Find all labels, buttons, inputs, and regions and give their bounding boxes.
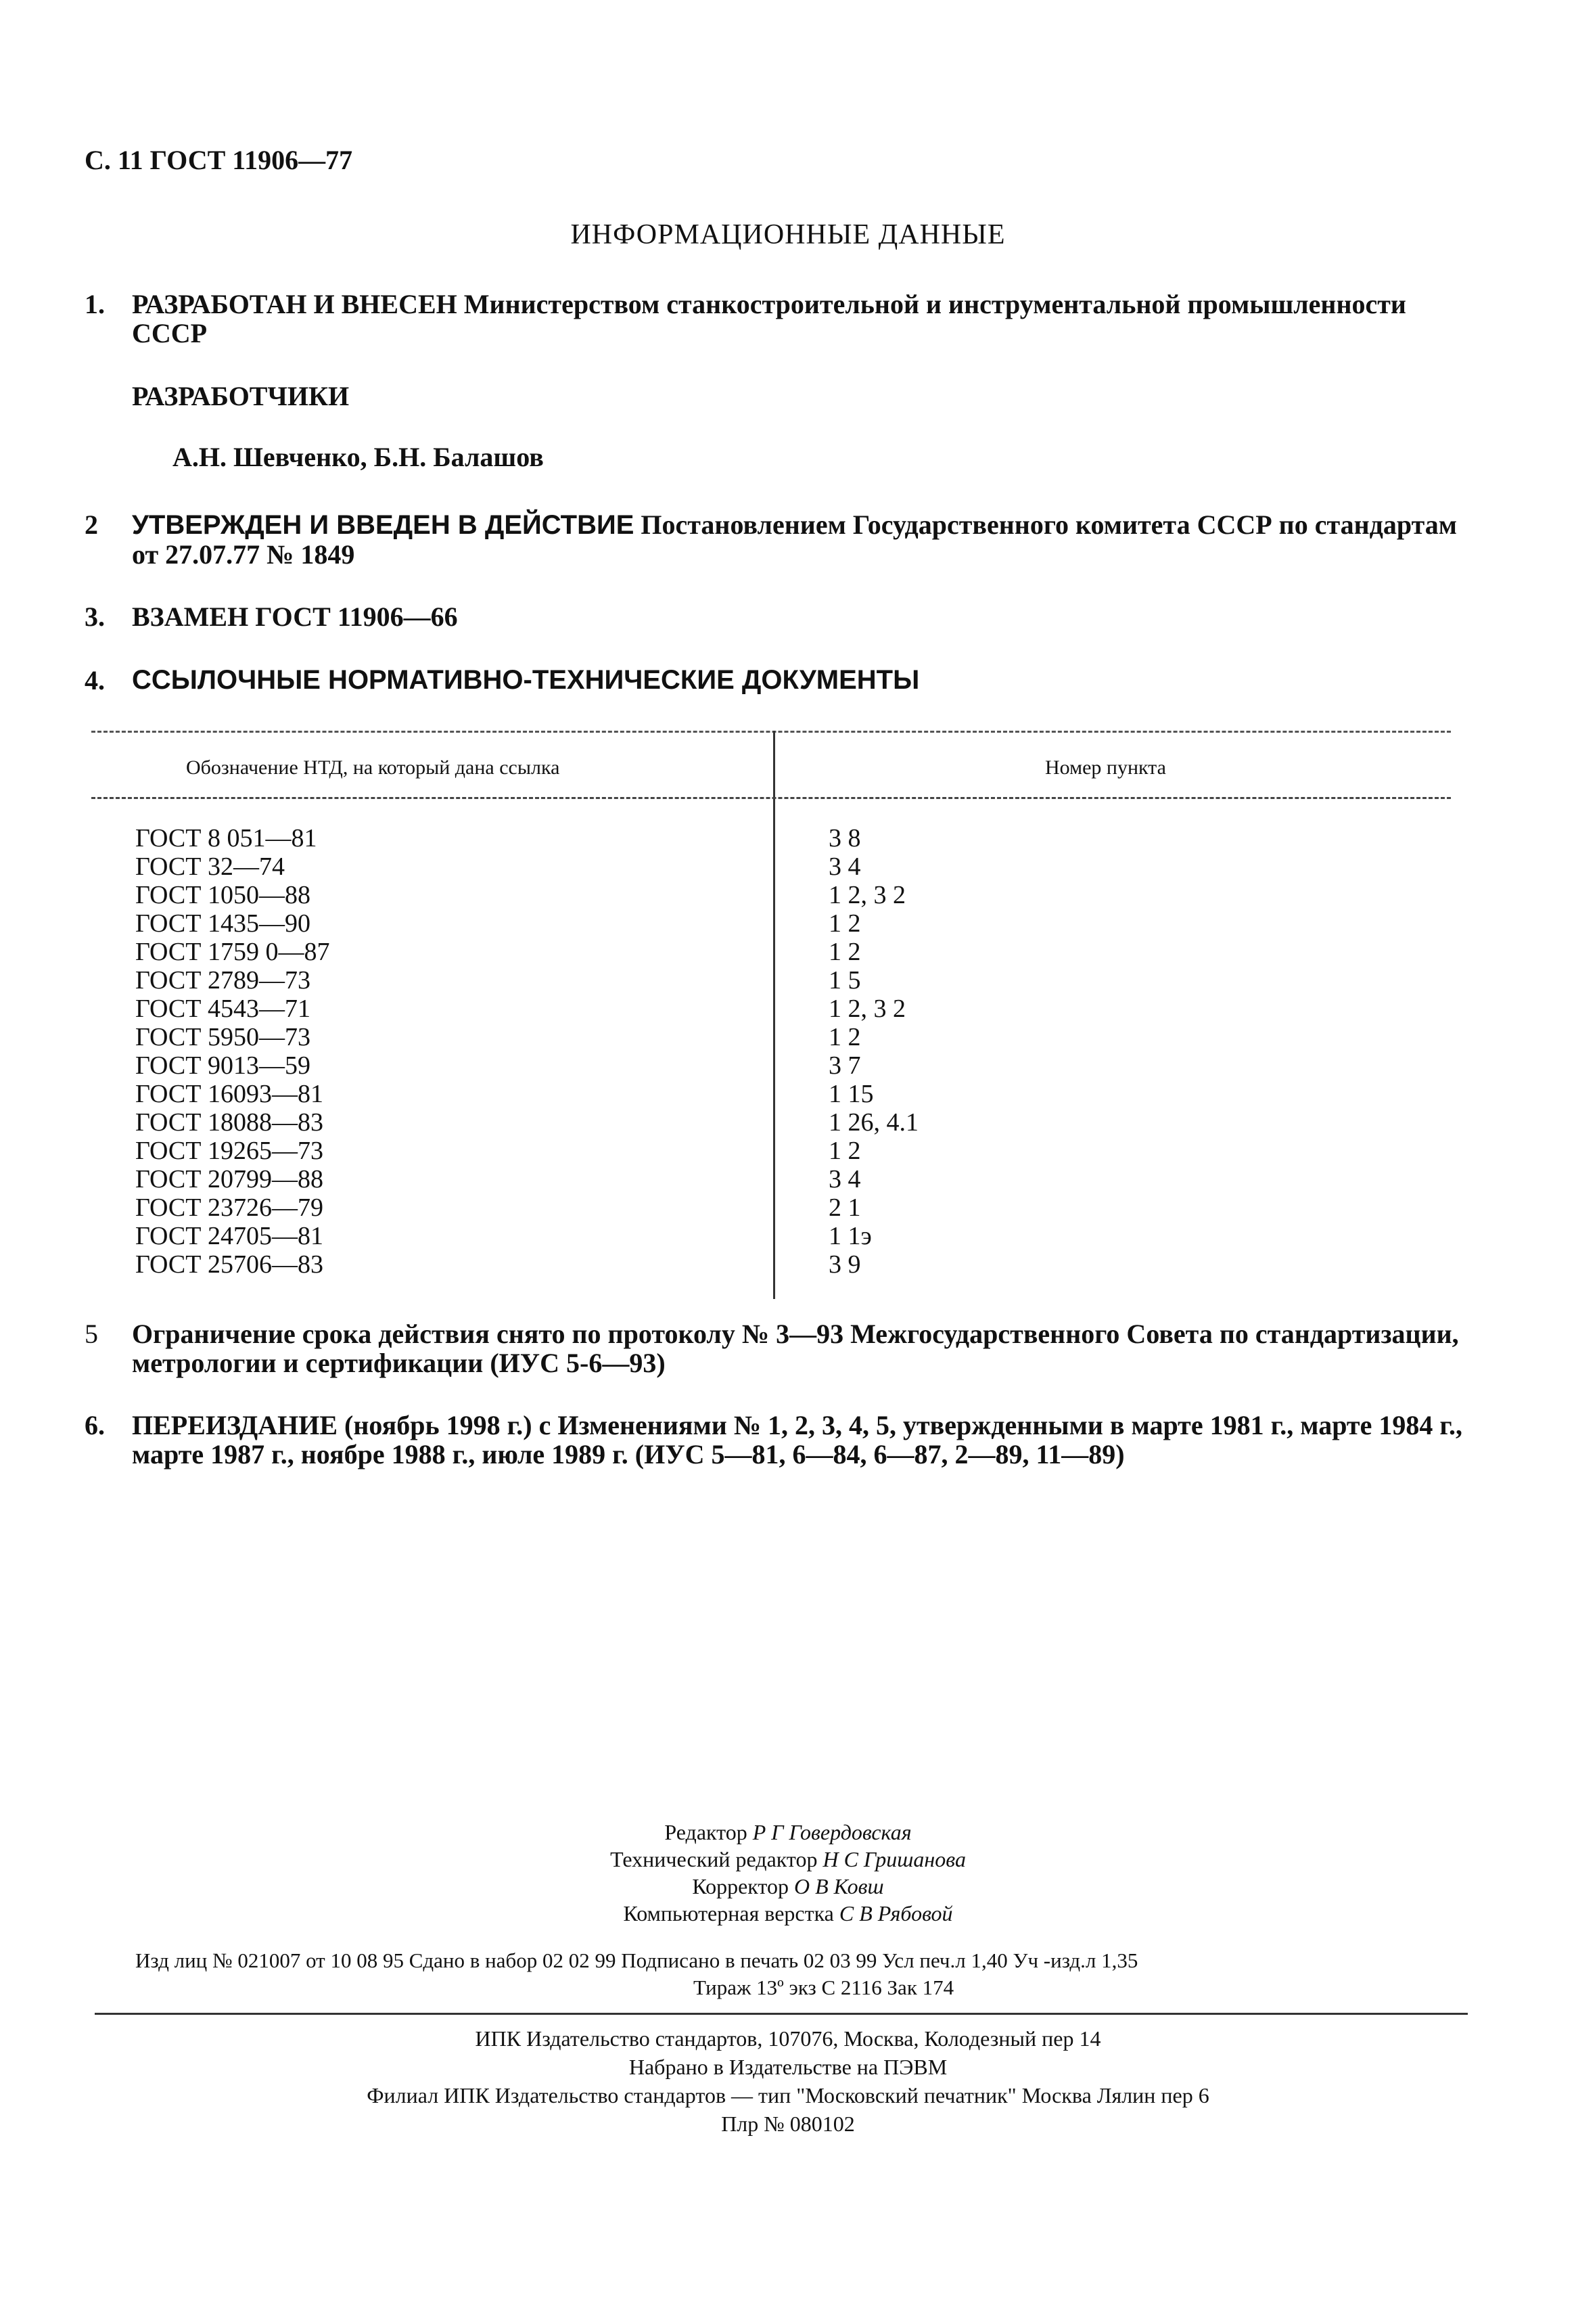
publisher-line-3: Филиал ИПК Издательство стандартов — тип "Московский печатник" Москва Лялин пер 6	[367, 2083, 1209, 2107]
section-2-number: 2	[85, 509, 98, 540]
table-row	[135, 1137, 1015, 1165]
table-row	[135, 824, 1015, 852]
section-3-text: ВЗАМЕН ГОСТ 11906—66	[132, 601, 458, 632]
credit-layout-label: Компьютерная верстка	[623, 1901, 834, 1926]
credit-tech-label: Технический редактор	[610, 1847, 818, 1871]
table-cell-clause: 3 4	[829, 852, 861, 881]
section-2-text: Постановлением Государственного комитета СССР по стандартам от 27.07.77 № 1849	[132, 509, 1457, 570]
imprint-line-2: Тираж 13º экз С 2116 Зак 174	[693, 1976, 954, 1999]
table-row	[135, 881, 1015, 909]
publisher-line-1: ИПК Издательство стандартов, 107076, Москва, Колодезный пер 14	[475, 2026, 1101, 2051]
section-5-number: 5	[85, 1319, 98, 1349]
publisher-block	[0, 2024, 1576, 2138]
table-cell-designation: ГОСТ 5950—73	[135, 1023, 310, 1051]
table-cell-designation: ГОСТ 8 051—81	[135, 824, 317, 852]
table-top-rule	[91, 731, 1451, 733]
publisher-line-4: Плр № 080102	[721, 2112, 855, 2136]
table-row	[135, 966, 1015, 995]
table-row	[135, 1023, 1015, 1051]
section-4-text: ССЫЛОЧНЫЕ НОРМАТИВНО-ТЕХНИЧЕСКИЕ ДОКУМЕНТЫ	[132, 665, 920, 695]
table-header-designation: Обозначение НТД, на который дана ссылка	[186, 756, 560, 779]
table-cell-clause: 1 1э	[829, 1222, 872, 1250]
section-1-text: Министерством станкостроительной и инструментальной промышленности СССР	[132, 289, 1406, 349]
credit-editor-name: Р Г Говердовская	[752, 1820, 912, 1844]
table-cell-clause: 1 15	[829, 1080, 874, 1108]
credit-tech-editor	[0, 1846, 1576, 1873]
table-cell-designation: ГОСТ 25706—83	[135, 1250, 323, 1279]
page-header: С. 11 ГОСТ 11906—77	[85, 145, 353, 175]
table-cell-designation: ГОСТ 1435—90	[135, 909, 310, 938]
table-header-clause: Номер пункта	[1045, 756, 1166, 779]
section-6-number: 6.	[85, 1410, 105, 1440]
section-4	[85, 666, 1471, 695]
section-1-number: 1.	[85, 289, 105, 319]
table-cell-clause: 2 1	[829, 1193, 861, 1222]
section-3	[85, 602, 1471, 631]
credit-editor	[0, 1819, 1576, 1846]
table-cell-clause: 1 2, 3 2	[829, 881, 906, 909]
table-header-rule	[91, 797, 1451, 799]
table-row	[135, 995, 1015, 1023]
table-cell-designation: ГОСТ 19265—73	[135, 1137, 323, 1165]
imprint-line-1: Изд лиц № 021007 от 10 08 95 Сдано в набор 02 02 99 Подписано в печать 02 03 99 Усл печ.л 1,40 Уч -изд.л 1,35	[135, 1949, 1138, 1972]
table-row	[135, 938, 1015, 966]
table-row	[135, 1165, 1015, 1193]
section-5-text: Ограничение срока действия снято по протоколу № 3—93 Межгосударственного Совета по стандартизации, метрологии и сертификации (ИУС 5-6—93)	[132, 1319, 1459, 1379]
section-6-text: ПЕРЕИЗДАНИЕ (ноябрь 1998 г.) с Изменениями № 1, 2, 3, 4, 5, утвержденными в марте 1981 г., марте 1984 г., марте 1987 г., ноябре 1988 г., июле 1989 г. (ИУС 5—81, 6—84, 6—87, 2—89, 11—89)	[132, 1410, 1462, 1470]
table-cell-designation: ГОСТ 20799—88	[135, 1165, 323, 1193]
developers-names: А.Н. Шевченко, Б.Н. Балашов	[172, 442, 544, 472]
table-row	[135, 909, 1015, 938]
table-row	[135, 1080, 1015, 1108]
table-cell-clause: 3 9	[829, 1250, 861, 1279]
table-row	[135, 1051, 1015, 1080]
page-title: ИНФОРМАЦИОННЫЕ ДАННЫЕ	[570, 219, 1006, 250]
table-cell-designation: ГОСТ 4543—71	[135, 995, 310, 1023]
section-2	[85, 510, 1471, 569]
table-cell-clause: 1 2	[829, 1023, 861, 1051]
table-cell-clause: 3 4	[829, 1165, 861, 1193]
table-cell-clause: 1 2	[829, 909, 861, 938]
section-6	[85, 1411, 1471, 1469]
table-cell-clause: 1 2, 3 2	[829, 995, 906, 1023]
credit-layout	[0, 1900, 1576, 1927]
imprint-rule	[95, 2013, 1468, 2015]
credit-corrector	[0, 1873, 1576, 1900]
table-cell-designation: ГОСТ 2789—73	[135, 966, 310, 995]
table-cell-designation: ГОСТ 23726—79	[135, 1193, 323, 1222]
credit-corrector-label: Корректор	[692, 1874, 789, 1898]
section-3-number: 3.	[85, 601, 105, 632]
credit-layout-name: С В Рябовой	[839, 1901, 953, 1926]
table-cell-clause: 1 2	[829, 1137, 861, 1165]
table-cell-designation: ГОСТ 32—74	[135, 852, 285, 881]
section-4-number: 4.	[85, 665, 105, 696]
table-row	[135, 1250, 1015, 1279]
table-row	[135, 1108, 1015, 1137]
reference-table	[135, 824, 1015, 1279]
table-cell-clause: 3 7	[829, 1051, 861, 1080]
table-row	[135, 852, 1015, 881]
developers-heading: РАЗРАБОТЧИКИ	[132, 381, 350, 411]
credit-editor-label: Редактор	[664, 1820, 747, 1844]
table-cell-designation: ГОСТ 9013—59	[135, 1051, 310, 1080]
table-cell-designation: ГОСТ 1050—88	[135, 881, 310, 909]
publisher-line-2: Набрано в Издательстве на ПЭВМ	[628, 2055, 948, 2079]
table-cell-designation: ГОСТ 18088—83	[135, 1108, 323, 1137]
credit-corrector-name: О В Ковш	[793, 1874, 884, 1898]
table-row	[135, 1222, 1015, 1250]
section-1	[85, 290, 1471, 348]
imprint	[135, 1947, 1454, 2001]
table-cell-clause: 1 26, 4.1	[829, 1108, 919, 1137]
section-2-heading: УТВЕРЖДЕН И ВВЕДЕН В ДЕЙСТВИЕ	[132, 510, 634, 540]
table-cell-clause: 3 8	[829, 824, 861, 852]
table-cell-designation: ГОСТ 1759 0—87	[135, 938, 330, 966]
table-cell-designation: ГОСТ 16093—81	[135, 1080, 323, 1108]
credit-tech-name: Н С Гришанова	[822, 1847, 966, 1871]
section-5	[85, 1319, 1471, 1377]
table-cell-clause: 1 5	[829, 966, 861, 995]
table-row	[135, 1193, 1015, 1222]
table-cell-clause: 1 2	[829, 938, 861, 966]
section-1-heading: РАЗРАБОТАН И ВНЕСЕН	[132, 289, 457, 319]
table-cell-designation: ГОСТ 24705—81	[135, 1222, 323, 1250]
